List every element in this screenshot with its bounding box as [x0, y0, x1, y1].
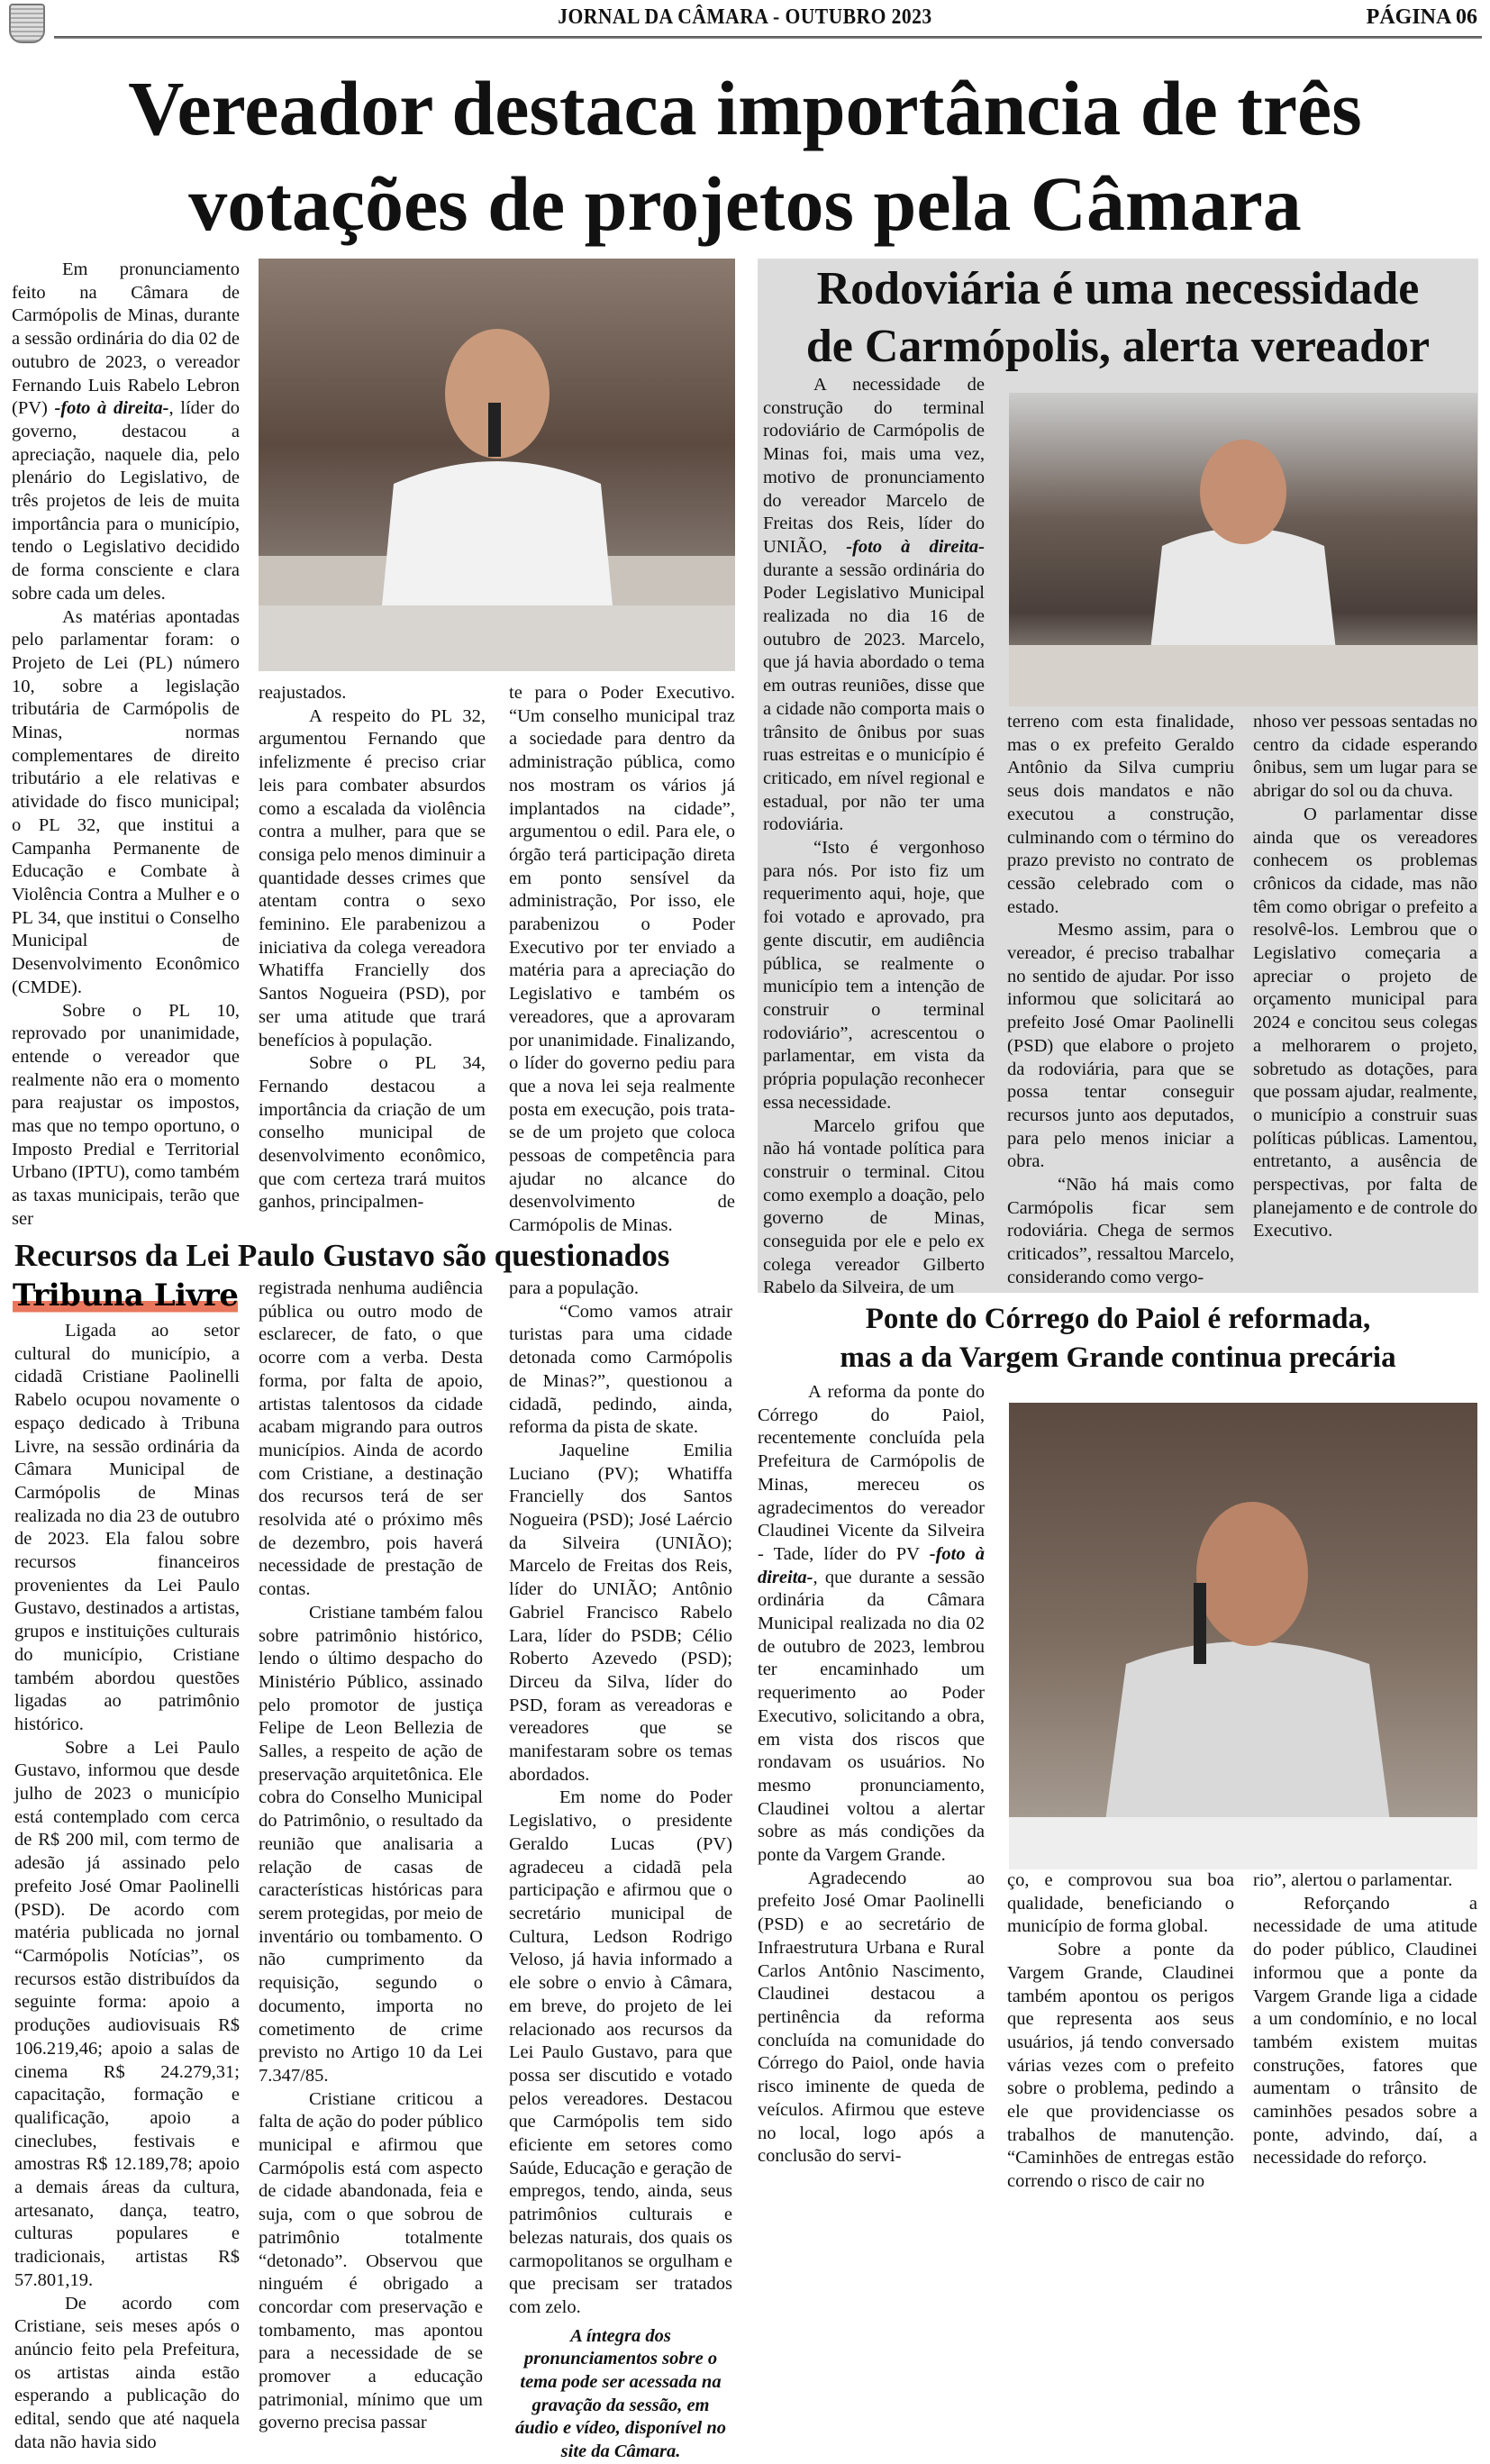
paragraph — [259, 705, 486, 1053]
paragraph — [259, 1277, 483, 1602]
paragraph — [763, 374, 985, 837]
paragraph-text: A reforma da ponte do Córrego do Paiol, recentemente concluída pela Prefeitura de Carmópolis de Minas, mereceu os agradecimentos do vereador Claudinei Vicente da Silveira - Tade, líder do PV — [758, 1382, 985, 1564]
article4-headline-line2: mas a da Vargem Grande continua precária — [840, 1341, 1396, 1374]
paragraph — [1007, 1869, 1234, 1939]
paragraph — [12, 606, 240, 1000]
paragraph — [259, 2088, 483, 2436]
paragraph-text: rio”, alertou o parlamentar. — [1253, 1870, 1453, 1890]
paragraph-text: “Não há mais como Carmópolis ficar sem rodoviária. Chega de sermos criticados”, ressaltou Marcelo, considerando como vergo- — [1007, 1175, 1234, 1287]
paragraph-text: Sobre o PL 34, Fernando destacou a importância da criação de um conselho municipal de desenvolvimento econômico, que com certeza trará muitos ganhos, principalmen- — [259, 1053, 486, 1213]
paragraph-text: Reforçando a necessidade de uma atitude do poder público, Claudinei informou que a ponte da Vargem Grande liga a cidade a um condomínio, e no local também existem muitas construções, fatores que aumentam o trânsito de caminhões pesados sobre a ponte, advindo, daí, a necessidade do reforço. — [1253, 1893, 1477, 2169]
article3-column-1 — [14, 1320, 240, 2454]
paragraph — [14, 1320, 240, 1737]
paragraph — [1253, 1893, 1477, 2170]
paragraph-text: ço, e comprovou sua boa qualidade, beneficiando o município de forma global. — [1007, 1870, 1234, 1937]
paragraph — [1253, 804, 1477, 1243]
article1-headline-line2: votações de projetos pela Câmara — [188, 160, 1302, 247]
paragraph-text: De acordo com Cristiane, seis meses após o anúncio feito pela Prefeitura, os artistas ainda estão esperando a publicação do edital, sendo que até naquela data não havia sido — [14, 2293, 240, 2452]
photo-reference-note: -foto à direita- — [846, 536, 985, 557]
paragraph-text: para a população. — [509, 1278, 639, 1298]
paragraph-text: nhoso ver pessoas sentadas no centro da cidade esperando ônibus, sem um lugar para se abrigar do sol ou da chuva. — [1253, 712, 1477, 802]
page-number: PÁGINA 06 — [1366, 5, 1477, 29]
paragraph — [1007, 1939, 1234, 2194]
photo-vereador-marcelo — [1009, 393, 1477, 706]
paragraph-text: Cristiane também falou sobre patrimônio histórico, lendo o último despacho do Ministério Público, assinado pelo promotor de justiça Felipe de Leon Bellezia de Salles, a respeito de ação de preservação arquitetônica. Ele cobra do Conselho Municipal do Patrimônio, o resultado da reunião que analisaria a relação de casas de características históricas para serem protegidas, por meio de inventário ou tombamento. O não cumprimento da requisição, segundo o documento, importa no cometimento de crime previsto no Artigo 10 da Lei 7.347/85. — [259, 1602, 483, 2086]
paragraph — [1253, 711, 1477, 804]
paragraph — [509, 682, 735, 1238]
paragraph-text: A respeito do PL 32, argumentou Fernando que infelizmente é preciso criar leis para combater absurdos como a escalada da violência contra a mulher, para que se consiga pelo menos diminuir a quantidade desses crimes que atentam contra o sexo feminino. Ele parabenizou a iniciativa da colega vereadora Whatiffa Francielly dos Santos Nogueira (PSD), por ser uma atitude que trará benefícios à população. — [259, 705, 486, 1050]
photo-vereador-fernando — [259, 259, 735, 671]
article4-column-1 — [758, 1381, 985, 2169]
article2-headline-line2: de Carmópolis, alerta vereador — [805, 321, 1431, 372]
person-photo-illustration — [259, 259, 735, 671]
photo-reference-note: -foto à direita- — [758, 1543, 985, 1587]
paragraph-text: Mesmo assim, para o vereador, é preciso trabalhar no sentido de ajudar. Por isso informou que solicitará ao prefeito José Omar Paolinelli (PSD) que elabore o projeto da rodoviária, para que se possa tentar conseguir recursos junto aos deputados, para pelo menos iniciar a obra. — [1007, 920, 1234, 1172]
paragraph — [259, 682, 486, 705]
article1-column-2 — [259, 682, 486, 1214]
tribuna-livre-section-label: Tribuna Livre — [13, 1277, 239, 1314]
paragraph — [14, 1737, 240, 2293]
paragraph-text: , que durante a sessão ordinária da Câmara Municipal realizada no dia 02 de outubro de 2023, lembrou ter encaminhado um requerimento ao Poder Executivo, solicitando a obra, em vista dos riscos que rondavam os usuários. No mesmo pronunciamento, Claudinei voltou a alertar sobre as más condições da ponte da Vargem Grande. — [758, 1567, 985, 1866]
paragraph — [509, 1787, 732, 2319]
article3-column-2 — [259, 1277, 483, 2435]
paragraph — [12, 1000, 240, 1232]
coat-of-arms-logo — [9, 4, 45, 43]
article4-column-2 — [1007, 1869, 1234, 2194]
photo-vereador-claudinei — [1009, 1403, 1477, 1869]
paragraph — [763, 837, 985, 1114]
newspaper-header-title: JORNAL DA CÂMARA - OUTUBRO 2023 — [558, 5, 932, 29]
paragraph — [509, 2325, 732, 2464]
article2-column-1 — [763, 374, 985, 1300]
paragraph — [1007, 1174, 1234, 1290]
paragraph-text: Sobre a ponte da Vargem Grande, Claudinei também apontou os perigos que representa aos seus usuários, já tendo conversado várias vezes com o prefeito sobre o problema, pedindo a ele que providenciasse os trabalhos de manutenção. “Caminhões de entregas estão correndo o risco de cair no — [1007, 1940, 1234, 2192]
paragraph — [12, 259, 240, 606]
paragraph-text: As matérias apontadas pelo parlamentar foram: o Projeto de Lei (PL) número 10, sobre a legislação tributária de Carmópolis de Minas, normas complementares de direito tributário a ele relativas e atividade do fisco municipal; o PL 32, que institui a Campanha Permanente de Educação e Combate à Violência Contra a Mulher e o PL 34, que institui o Conselho Municipal de Desenvolvimento Econômico (CMDE). — [12, 606, 240, 997]
article1-headline-line1: Vereador destaca importância de três — [128, 65, 1362, 151]
paragraph-text: Sobre a Lei Paulo Gustavo, informou que desde julho de 2023 o município está contemplado com cerca de R$ 200 mil, com termo de adesão já assinado pelo prefeito José Omar Paolinelli (PSD). De acordo com matéria publicada no jornal “Carmópolis Notícias”, os recursos estão distribuídos da seguinte forma: apoio a produções audiovisuais R$ 106.219,46; apoio a salas de cinema R$ 24.279,31; capacitação, formação e qualificação, apoio a cineclubes, festivais e amostras R$ 12.189,78; apoio a demais áreas da cultura, artesanato, dança, teatro, culturas populares e tradicionais, artistas R$ 57.801,19. — [14, 1737, 240, 2290]
paragraph — [1007, 919, 1234, 1174]
paragraph-text: , líder do governo, destacou a apreciação, naquele dia, pelo plenário do Legislativo, de três projetos de leis de muita importância para o município, tendo o Legislativo decidido de forma consciente e clara sobre cada um deles. — [12, 398, 240, 604]
paragraph-text: te para o Poder Executivo. “Um conselho municipal traz a sociedade para dentro da administração pública, como nos mostram os vários já implantados na cidade”, argumentou o edil. Para ele, o órgão terá participação direta em ponto sensível da administração, Por isso, ele parabenizou o Poder Executivo por ter enviado a matéria para a apreciação do Legislativo e também os vereadores, que a aprovaram por unanimidade. Finalizando, o líder do governo pediu para que a nova lei seja realmente posta em execução, pois trata-se de um projeto que coloca pessoas de competência para ajudar no alcance do desenvolvimento de Carmópolis de Minas. — [509, 683, 735, 1236]
article1-column-1 — [12, 259, 240, 1232]
paragraph-text: Agradecendo ao prefeito José Omar Paolinelli (PSD) e ao secretário de Infraestrutura Urbana e Rural Carlos Antônio Nascimento, Claudinei destacou a pertinência da reforma concluída na comunidade do Córrego do Paiol, onde havia risco iminente de queda de veículos. Afirmou que esteve no local, logo após a conclusão do servi- — [758, 1868, 985, 2167]
paragraph-text: “Isto é vergonhoso para nós. Por isto fiz um requerimento aqui, hoje, que foi votado e aprovado, pra gente discutir, em audiência pública, se realmente o município tem a intenção de construir o terminal rodoviário”, acrescentou o parlamentar, em vista da própria população reconhecer essa necessidade. — [763, 838, 985, 1113]
paragraph-text: registrada nenhuma audiência pública ou outro modo de esclarecer, de fato, o que ocorre com a verba. Desta forma, por falta de apoio, artistas talentosos da cidade acabam migrando para outros municípios. Ainda de acordo com Cristiane, a destinação dos recursos terá de ser resolvida até o próximo mês de dezembro, pois haverá necessidade de prestação de contas. — [259, 1278, 483, 1600]
paragraph — [509, 1440, 732, 1787]
article2-column-3 — [1253, 711, 1477, 1243]
article1-column-3 — [509, 682, 735, 1238]
article4-column-3 — [1253, 1869, 1477, 2170]
paragraph-text: A necessidade de construção do terminal rodoviário de Carmópolis de Minas foi, mais uma vez, motivo de pronunciamento do vereador Marcelo de Freitas dos Reis, líder do UNIÃO, — [763, 375, 985, 557]
paragraph-text: Ligada ao setor cultural do município, a cidadã Cristiane Paolinelli Rabelo ocupou novamente o espaço dedicado à Tribuna Livre, na sessão ordinária da Câmara Municipal de Carmópolis de Minas realizada no dia 23 de outubro de 2023. Ela falou sobre recursos financeiros provenientes da Lei Paulo Gustavo, destinados a artistas, grupos e instituições culturais do município, Cristiane também abordou questões ligadas ao patrimônio histórico. — [14, 1321, 240, 1734]
article2-column-2 — [1007, 711, 1234, 1290]
paragraph-text: Em nome do Poder Legislativo, o presidente Geraldo Lucas (PV) agradeceu a cidadã pela participação e afirmou que o secretário municipal de Cultura, Ledson Rodrigo Veloso, já havia informado a ele sobre o envio à Câmara, em breve, do projeto de lei relacionado aos recursos da Lei Paulo Gustavo, para que possa ser discutido e votado pelos vereadores. Destacou que Carmópolis tem sido eficiente em setores como Saúde, Educação e geração de empregos, tendo, ainda, seus patrimônios culturais e belezas naturais, dos quais os carmopolitanos se orgulham e que precisam ser tratados com zelo. — [509, 1787, 732, 2317]
paragraph — [758, 1381, 985, 1868]
paragraph — [259, 1602, 483, 2088]
paragraph — [1253, 1869, 1477, 1893]
paragraph — [259, 1052, 486, 1214]
paragraph-text: Marcelo grifou que não há vontade política para construir o terminal. Citou como exemplo a doação, pelo governo de Minas, conseguida por ele e pelo ex colega vereador Gilberto Rabelo da Silveira, de um — [763, 1115, 985, 1298]
paragraph — [763, 1115, 985, 1301]
article3-headline: Recursos da Lei Paulo Gustavo são questionados — [14, 1238, 670, 1273]
article3-column-3 — [509, 1277, 732, 2464]
paragraph — [758, 1868, 985, 2169]
article4-headline-line1: Ponte do Córrego do Paiol é reformada, — [865, 1303, 1371, 1335]
article2-headline-line1: Rodoviária é uma necessidade — [816, 263, 1420, 314]
paragraph — [14, 2293, 240, 2455]
paragraph-text: Sobre o PL 10, reprovado por unanimidade, entende o vereador que realmente não era o momento para reajustar os impostos, mas que no tempo oportuno, o Imposto Predial e Territorial Urbano (IPTU), como também as taxas municipais, terão que ser — [12, 1000, 240, 1229]
paragraph-text: Cristiane criticou a falta de ação do poder público municipal e afirmou que Carmópolis está com aspecto de cidade abandonada, feia e suja, com o que sobrou de patrimônio totalmente “detonado”. Observou que ninguém é obrigado a concordar com preservação e tombamento, mas apontou para a necessidade de se promover a educação patrimonial, mínimo que um governo precisa passar — [259, 2088, 483, 2433]
photo-reference-note: -foto à direita- — [54, 398, 169, 419]
paragraph-text: reajustados. — [259, 683, 347, 703]
paragraph — [509, 1301, 732, 1440]
paragraph-text: Em pronunciamento feito na Câmara de Carmópolis de Minas, durante a sessão ordinária do dia 02 de outubro de 2023, o vereador Fernando Luis Rabelo Lebron (PV) — [12, 259, 240, 419]
paragraph-text: O parlamentar disse ainda que os vereadores conhecem os problemas crônicos da cidade, mas não têm como obrigar o prefeito a resolvê-los. Lembrou que o Legislativo começaria a apreciar o projeto de orçamento municipal para 2024 e concitou seus colegas a melhorarem o projeto, sobretudo as dotações, para que possam ajudar, realmente, o município a construir suas políticas públicas. Lamentou, entretanto, a ausência de perspectivas, por falta de planejamento e de controle do Executivo. — [1253, 804, 1477, 1241]
person-photo-illustration — [1009, 393, 1477, 706]
person-photo-illustration — [1009, 1403, 1477, 1869]
paragraph — [509, 1277, 732, 1301]
paragraph-text: A íntegra dos pronunciamentos sobre o tema pode ser acessada na gravação da sessão, em áudio e vídeo, disponível no site da Câmara. — [514, 2325, 727, 2462]
paragraph-text: “Como vamos atrair turistas para uma cidade detonada como Carmópolis de Minas?”, questionou a cidadã, pedindo, ainda, reforma da pista de skate. — [509, 1301, 732, 1438]
paragraph-text: terreno com esta finalidade, mas o ex prefeito Geraldo Antônio da Silva cumpriu seus dois mandatos e não executou a construção, culminando com o término do prazo previsto no contrato de cessão celebrado com o estado. — [1007, 712, 1234, 917]
paragraph — [1007, 711, 1234, 919]
header-divider — [54, 36, 1482, 39]
paragraph-text: Jaqueline Emilia Luciano (PV); Whatiffa Francielly dos Santos Nogueira (PSD); José Laércio da Silveira (UNIÃO); Marcelo de Freitas dos Reis, líder do UNIÃO; Antônio Gabriel Francisco Rabelo Lara, líder do PSDB; Célio Roberto Azevedo (PSD); Dirceu da Silva, líder do PSD, foram as vereadoras e vereadores que se manifestaram sobre os temas abordados. — [509, 1440, 732, 1785]
paragraph-text: durante a sessão ordinária do Poder Legislativo Municipal realizada no dia 16 de outubro de 2023. Marcelo, que já havia abordado o tema em outras reuniões, disse que a cidade não comporta mais o trânsito de ônibus por suas ruas estreitas e o município é criticado, em nível regional e estadual, por não ter uma rodoviária. — [763, 559, 985, 835]
